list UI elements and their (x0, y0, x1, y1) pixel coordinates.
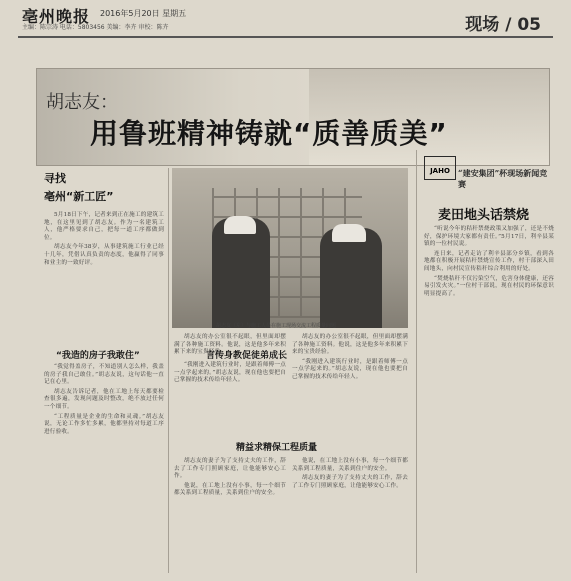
contest-logo-block (424, 156, 554, 189)
mid-paragraph: 他说，在工地上没有小事，每一个细节都关系到工程质量，关系到住户的安全。 (292, 458, 408, 472)
headline-kicker: 胡志友： (46, 92, 118, 113)
sidebar-paragraph: “焚烧秸秆不仅污染空气，危害身体健康，还容易引发火灾。”一位村干部说，现在村民的环保意识明显提高了。 (424, 275, 554, 297)
mid-subhead-1: 言传身教促徒弟成长 (206, 351, 288, 361)
masthead (0, 0, 571, 36)
contest-name: “建安集团”杯现场新闻竞赛 (458, 168, 548, 189)
left-paragraph: “工程质量是企业的生命和灵魂。”胡志友说，无论工作多忙多累，他都坚持对每道工序进行验收。 (44, 413, 164, 435)
left-subhead: “我造的房子我敢住” (56, 351, 140, 361)
mid-paragraph: 胡志友的办公室很不起眼，但里面却摆满了各种施工资料。他说，这是他多年来积累下来的宝贵经验。 (174, 334, 286, 356)
person-left (212, 218, 270, 328)
mid-column-text-1 (174, 362, 286, 387)
paper-name: 亳州晚报 (22, 7, 91, 26)
helmet-left (224, 216, 256, 234)
mid-paragraph: “我刚进入建筑行业时，是跟着师傅一点一点学起来的。”胡志友说，现在他也要把自己掌握的技术传给年轻人。 (292, 358, 408, 380)
masthead-rule (18, 36, 553, 38)
intro-paragraph: 5月18日下午，记者来到正在施工的建筑工地，在这里见到了胡志友。作为一名建筑工人，他严格要求自己，把每一道工序都做到位。 (44, 212, 164, 241)
intro-paragraph: 胡志友今年38岁，从事建筑施工行业已经十几年，凭借认真负责的态度，他赢得了同事和业主的一致好评。 (44, 244, 164, 266)
mid-paragraph: 胡志友的办公室很不起眼，但里面却摆满了各种施工资料。他说，这是他多年来积累下来的宝贵经验。 (292, 334, 408, 356)
mid-paragraph: “我刚进入建筑行业时，是跟着师傅一点一点学起来的。”胡志友说，现在他也要把自己掌握的技术传给年轻人。 (174, 362, 286, 384)
sidebar-divider (416, 150, 417, 573)
column-divider (168, 168, 169, 573)
mid-column-text-2b (292, 458, 408, 492)
mid-paragraph: 他说，在工地上没有小事，每一个细节都关系到工程质量，关系到住户的安全。 (174, 482, 286, 497)
column-badge-top: 寻找 (44, 172, 66, 185)
worker-photo (172, 168, 408, 328)
person-right (320, 228, 382, 328)
sidebar-paragraph: 连日来，记者走访了利辛县部分乡镇，看到各地都在积极开展秸秆禁烧宣传工作，村干部深入田间地头，向村民宣传秸秆综合利用的好处。 (424, 250, 554, 272)
sidebar-paragraph: “听说今年的秸秆禁烧政策又加强了，还是不烧好，保护环境大家都有责任。”5月17日，利辛县某镇的一位村民说。 (424, 226, 554, 248)
issue-date: 2016年5月20日 星期五 (100, 9, 187, 18)
photo-caption: 胡志友（左）与施工人员在施工现场交流工程质量问题 (216, 323, 337, 329)
mid-paragraph: 胡志友的妻子为了支持丈夫的工作，辞去了工作专门照顾家庭，让他能够安心工作。 (292, 475, 408, 489)
intro-text (44, 212, 164, 269)
column-badge (44, 170, 154, 206)
left-paragraph: “我觉得盖房子，不知道别人怎么样，我盖的房子我自己敢住。”胡志友说，这句话他一直记在心里。 (44, 364, 164, 386)
main-headline: 用鲁班精神铸就“质善质美” (90, 117, 448, 150)
jaho-logo: JAHO (424, 156, 456, 180)
sidebar-text (424, 226, 554, 300)
mid-column-text-1b (292, 334, 408, 384)
left-column-text (44, 364, 164, 438)
mid-paragraph: 胡志友的妻子为了支持丈夫的工作，辞去了工作专门照顾家庭，让他能够安心工作。 (174, 458, 286, 480)
column-badge-title: 亳州“新工匠” (44, 190, 114, 203)
left-paragraph: 胡志友告诉记者，他在工地上每天都要检查很多遍，发现问题及时整改，绝不放过任何一个细节。 (44, 388, 164, 410)
sidebar-headline: 麦田地头话禁烧 (438, 208, 530, 223)
mid-column-text-2 (174, 458, 286, 500)
section-label: 现场 / 05 (465, 15, 541, 35)
staff-line: 主编：陈宗涛 电话：5803456 美编：李卉 审校：陈卉 (22, 24, 169, 31)
mid-subhead-2: 精益求精保工程质量 (236, 443, 318, 453)
helmet-right (332, 224, 366, 242)
